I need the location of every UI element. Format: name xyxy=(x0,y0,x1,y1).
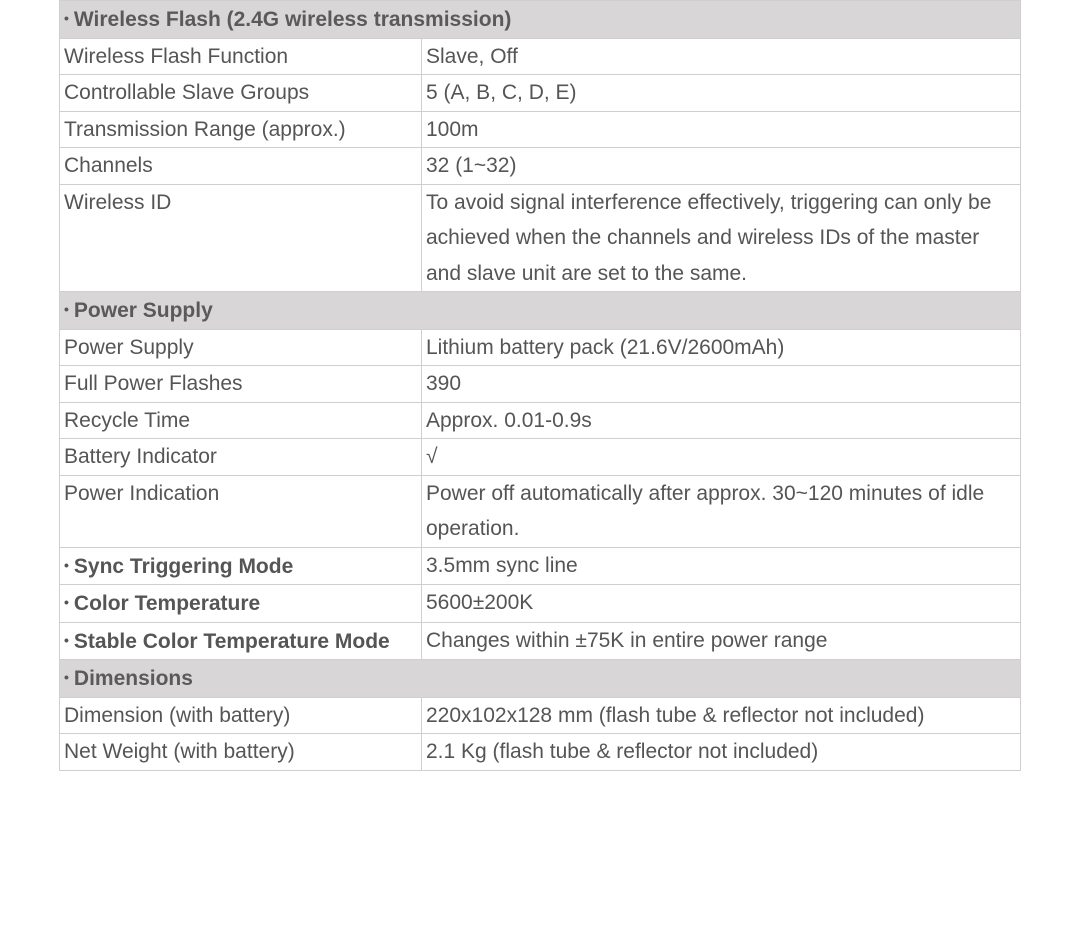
spec-label: Power Indication xyxy=(60,475,422,547)
spec-label: Battery Indicator xyxy=(60,439,422,476)
table-row-color-temperature xyxy=(60,585,1021,623)
spec-value: 220x102x128 mm (flash tube & reflector not included) xyxy=(422,697,1021,734)
table-row-sync xyxy=(60,547,1021,585)
spec-value: 390 xyxy=(422,366,1021,403)
table-row xyxy=(60,148,1021,185)
spec-value: 5600±200K xyxy=(422,585,1021,623)
section-header-wireless xyxy=(60,1,1021,39)
spec-value: 3.5mm sync line xyxy=(422,547,1021,585)
spec-value: 32 (1~32) xyxy=(422,148,1021,185)
spec-label: Full Power Flashes xyxy=(60,366,422,403)
table-row xyxy=(60,697,1021,734)
table-row xyxy=(60,734,1021,771)
table-row xyxy=(60,475,1021,547)
spec-label: Recycle Time xyxy=(60,402,422,439)
spec-label: Net Weight (with battery) xyxy=(60,734,422,771)
bullet-icon: • xyxy=(64,594,69,610)
specifications-table xyxy=(59,0,1021,771)
table-row xyxy=(60,75,1021,112)
spec-label: Color Temperature xyxy=(73,592,261,615)
stable-color-label-cell xyxy=(60,622,422,660)
spec-value: Lithium battery pack (21.6V/2600mAh) xyxy=(422,329,1021,366)
sync-label-cell xyxy=(60,547,422,585)
bullet-icon: • xyxy=(64,10,69,26)
spec-label: Wireless ID xyxy=(60,184,422,292)
section-header-power xyxy=(60,292,1021,330)
spec-label: Wireless Flash Function xyxy=(60,38,422,75)
table-row xyxy=(60,402,1021,439)
section-title: Wireless Flash (2.4G wireless transmission) xyxy=(73,8,512,31)
spec-label: Sync Triggering Mode xyxy=(73,554,294,578)
table-row xyxy=(60,111,1021,148)
bullet-icon: • xyxy=(64,301,69,317)
table-row-stable-color xyxy=(60,622,1021,660)
spec-value: Approx. 0.01-0.9s xyxy=(422,402,1021,439)
spec-label: Dimension (with battery) xyxy=(60,697,422,734)
spec-value: 5 (A, B, C, D, E) xyxy=(422,75,1021,112)
spec-label: Channels xyxy=(60,148,422,185)
table-row xyxy=(60,184,1021,292)
check-mark-icon: √ xyxy=(422,439,1021,476)
spec-value: Changes within ±75K in entire power range xyxy=(422,622,1021,660)
table-row xyxy=(60,366,1021,403)
table-row xyxy=(60,439,1021,476)
section-header-dimensions xyxy=(60,660,1021,698)
table-row xyxy=(60,329,1021,366)
spec-label: Power Supply xyxy=(60,329,422,366)
color-temp-label-cell xyxy=(60,585,422,623)
spec-value: 100m xyxy=(422,111,1021,148)
table-row xyxy=(60,38,1021,75)
section-title: Dimensions xyxy=(73,667,193,690)
spec-label: Transmission Range (approx.) xyxy=(60,111,422,148)
spec-value: Power off automatically after approx. 30~120 minutes of idle operation. xyxy=(422,475,1021,547)
spec-value: 2.1 Kg (flash tube & reflector not included) xyxy=(422,734,1021,771)
spec-label: Controllable Slave Groups xyxy=(60,75,422,112)
spec-value: Slave, Off xyxy=(422,38,1021,75)
spec-label: Stable Color Temperature Mode xyxy=(73,629,390,653)
bullet-icon: • xyxy=(64,631,69,648)
bullet-icon: • xyxy=(64,556,69,573)
section-title: Power Supply xyxy=(73,299,213,322)
bullet-icon: • xyxy=(64,669,69,685)
spec-value: To avoid signal interference effectively, triggering can only be achieved when the channels and wireless IDs of the master and slave unit are set to the same. xyxy=(422,184,1021,292)
